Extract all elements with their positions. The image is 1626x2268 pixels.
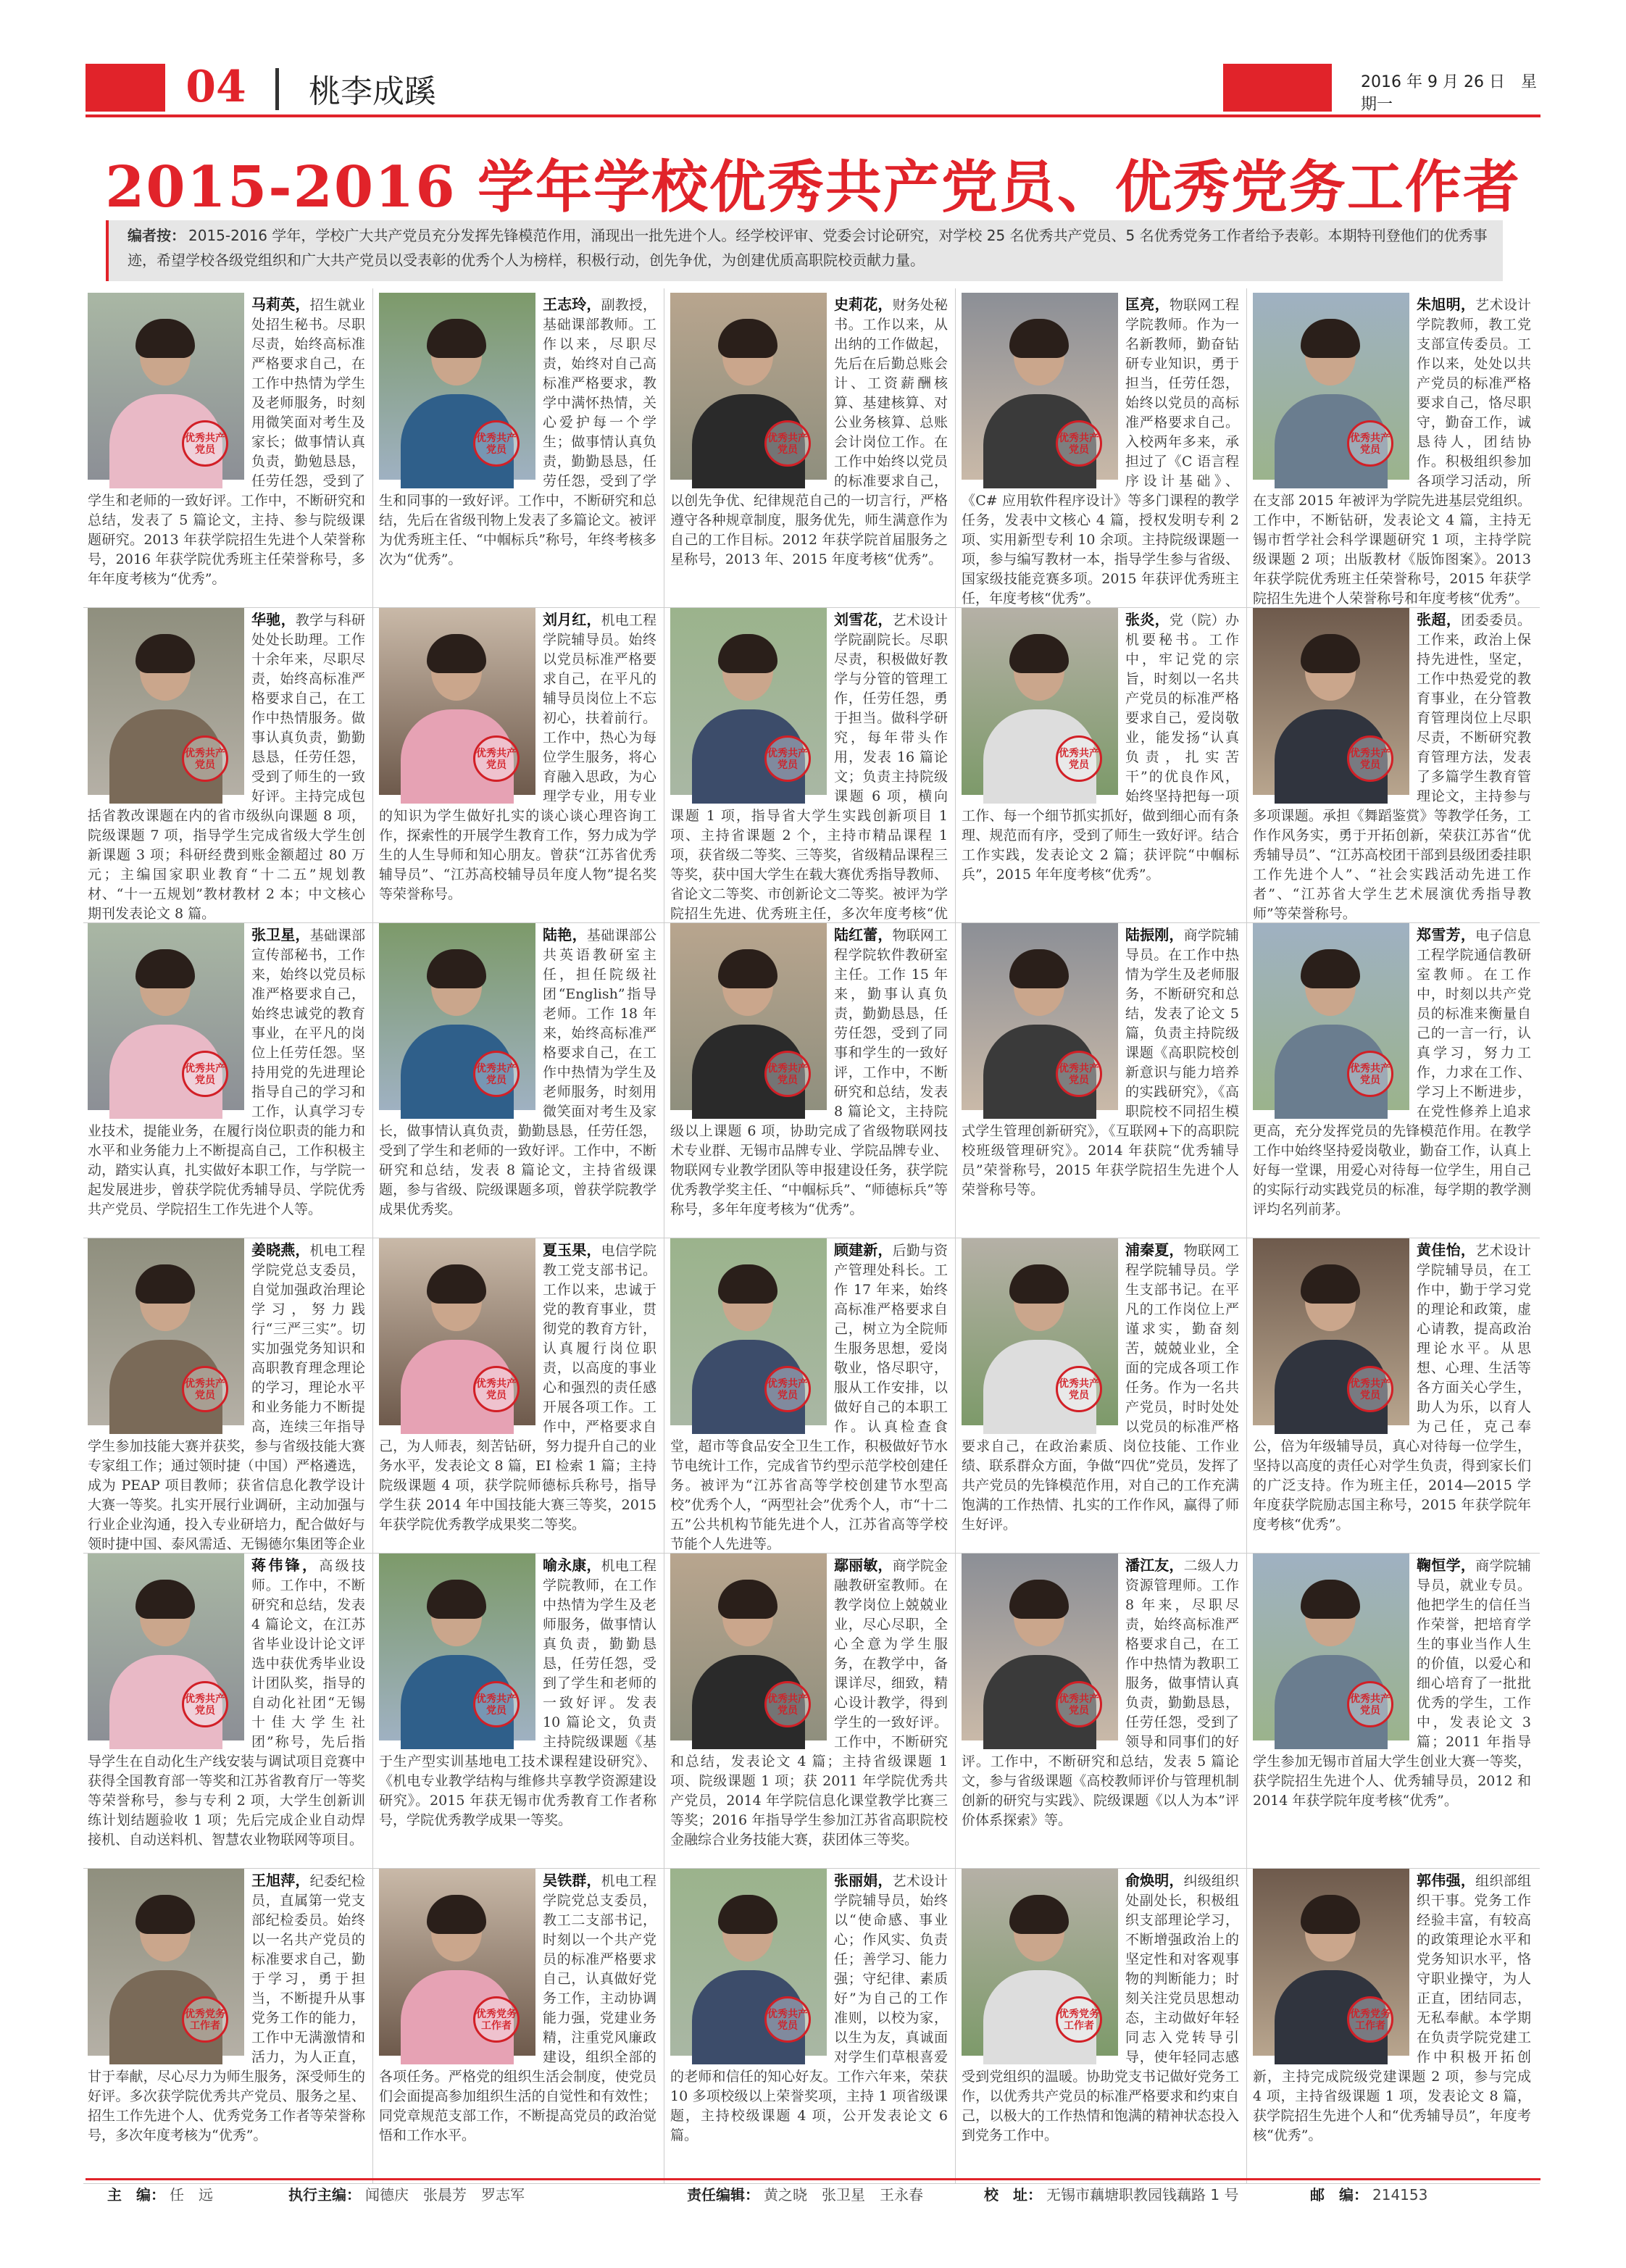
honoree-row <box>83 1234 1540 1554</box>
honoree-row <box>83 604 1540 923</box>
award-stamp: 优秀共产党员 <box>473 1366 520 1412</box>
honoree-name: 刘月红 <box>543 611 587 628</box>
award-stamp: 优秀党务工作者 <box>182 1996 228 2043</box>
honoree-bio-text: 后勤与资产管理处科长。工作 17 年来，始终高标准严格要求自己，树立为全院师生服务思想，爱岗敬业，恪尽职守，服从工作安排，以做好自己的本职工作。认真检查食堂，超市等食品安全卫生工作，积极做好节水节电统计工作，完成省节约型示范学校创建任务。被评为“江苏省高等学校创建节水型高校”优秀个人，“两型社会”优秀个人，市“十二五”公共机构节能先进个人，江苏省高等学校节能个人先进等。 <box>670 1243 948 1552</box>
header-divider <box>275 68 279 110</box>
honoree-bio: 张炎，党（院）办机要秘书。工作中，牢记党的宗旨，时刻以一名共产党员的标准严格要求自己，爱岗敬业，能发扬“认真负责，扎实苦干”的优良作风，始终坚持把每一项工作、每一个细节抓实抓好，做到细心而有条理、规范而有序，受到了师生一致好评。结合工作实践，发表论文 2 篇；获评院“中帼标兵”，2015 年年度考核“优秀”。 <box>962 611 1240 883</box>
portrait-photo <box>962 1869 1118 2056</box>
editor-note-label: 编者按： <box>128 227 185 244</box>
honoree-bio-text: 机电工程学院辅导员。始终以党员标准严格要求自己，在平凡的辅导员岗位上不忘初心，扶着前行。工作中，热心为每位学生服务，将心育融入思政，为心理学专业，用专业的知识为学生做好扎实的谈心谈心理咨询工作，探索性的开展学生教育工作，努力成为学生的人生导师和知心朋友。曾获“江苏省优秀辅导员”、“江苏高校辅导员年度人物”提名奖等荣誉称号。 <box>379 612 656 902</box>
honoree-card <box>375 1234 664 1553</box>
honoree-bio: 张超，团委委员。工作来，政治上保持先进性，坚定，工作中热爱党的教育事业，在分管教育管理岗位上尽职尽责，不断研究教育管理方法，发表了多篇学生教育管理论文，主持参与多项课题。承担《舞蹈鉴赏》等教学任务，工作作风务实，勇于开拓创新，荣获江苏省“优秀辅导员”、“江苏高校团干部到县级团委挂职工作先进个人”、“社会实践活动先进工作者”、“江苏省大学生艺术展演优秀指导教师”等荣誉称号。 <box>1253 611 1532 922</box>
issue-date: 2016 年 9 月 26 日 星期一 <box>1361 73 1537 114</box>
honoree-bio-text: 教学与科研处处长助理。工作十余年来，尽职尽责，始终高标准严格要求自己，在工作中热情服务。做事认真负责，勤勤恳恳，任劳任怨，受到了师生的一致好评。主持完成包括省教改课题在内的省市级纵向课题 8 项，院级课题 7 项，指导学生完成省级大学生创新课题 3 项；科研经费到账金额超过 80 万元；主编国家职业教育“十二五”规划教材、“十一五规划”教材教材 2 本；中文核心期刊发表论文 8 篇。 <box>88 612 366 922</box>
honoree-bio: 陆红蕾，物联网工程学院软件教研室主任。工作 15 年来，勤事认真负责，勤勤恳恳，任劳任怨，受到了同事和学生的一致好评，工作中，不断研究和总结，发表 8 篇论文，主持院级以上课题 6 项，协助完成了省级物联网技术专业群、无锡市品牌专业、学院品牌专业、物联网专业教学团队等申报建设任务，获学院优秀教学奖主任、“中帼标兵”、“师德标兵”等称号，多年年度考核为“优秀”。 <box>670 926 948 1217</box>
honoree-card <box>83 1234 373 1553</box>
honoree-name: 俞焕明 <box>1125 1872 1170 1889</box>
honoree-bio-text: 商学院金融教研室教师。在教学岗位上兢兢业业，尽心尽职，全心全意为学生服务，在教学中，备课详尽，细致，精心设计教学，得到学生的一致好评。工作中，不断研究和总结，发表论文 4 篇；主持省级课题 1 项、院级课题 1 项；获 2011 年学院优秀共产党员，2014 年学院信息化课堂教学比赛三等奖；2016 年指导学生参加江苏省高职院校金融综合业务技能大赛，获团体三等奖。 <box>670 1558 948 1848</box>
portrait-photo <box>1253 293 1409 480</box>
honoree-bio-text: 基础课部宣传部秘书，工作来，始终以党员标准严格要求自己，始终忠诚党的教育事业，在平凡的岗位上任劳任怨。坚持用党的先进理论指导自己的学习和工作，认真学习专业技术，提能业务，在履行岗位职责的能力和水平和业务能力上不断提高自己，工作积极主动，踏实认真，扎实做好本职工作，与学院一起发展进步，曾获学院优秀辅导员、学院优秀共产党员、学院招生工作先进个人等。 <box>88 927 365 1217</box>
honoree-card <box>1248 1864 1538 2183</box>
honoree-card <box>83 288 373 607</box>
honoree-bio-text: 商学院辅导员，就业专员。他把学生的信任当作荣誉，把培育学生的事业当作人生的价值，以爱心和细心培育了一批批优秀的学生，工作中，发表论文 3 篇；2011 年指导学生参加无锡市首届大学生创业大赛一等奖，获学院招生先进个人、优秀辅导员，2012 和 2014 年获学院年度考核“优秀”。 <box>1253 1558 1532 1809</box>
portrait-photo <box>1253 923 1409 1110</box>
honoree-card <box>83 1549 373 1868</box>
honoree-name: 华驰 <box>251 611 281 628</box>
honoree-card <box>666 1234 956 1553</box>
page-title: 2015-2016 学年学校优秀共产党员、优秀党务工作者 <box>105 154 1521 220</box>
masthead-footer <box>86 2178 1540 2209</box>
honoree-name: 张卫星 <box>251 926 296 943</box>
honoree-card <box>375 919 664 1238</box>
honoree-bio: 潘江友，二级人力资源管理师。工作 8 年来，尽职尽责，始终高标准严格要求自己，在工作中热情为教职工服务，做事情认真负责，勤勤恳恳，任劳任怨，受到了领导和同事们的好评。工作中，不断研究和总结，发表 5 篇论文，参与省级课题《高校教师评价与管理机制创新的研究与实践》、院级课题《以人为本”评价体系探索》等。 <box>962 1556 1239 1828</box>
portrait-photo <box>1253 1869 1409 2056</box>
award-stamp: 优秀共产党员 <box>1347 1681 1393 1727</box>
honoree-bio: 陆艳，基础课部公共英语教研室主任，担任院级社团“English”指导老师。工作 18 年来，始终高标准严格要求自己，在工作中热情为学生及老师服务，时刻用微笑面对考生及家长，做事情认真负责，勤勤恳恳，任劳任怨，受到了学生和老师的一致好评。工作中，不断研究和总结，发表 8 篇论文，主持省级课题，参与省级、院级课题多项，曾获学院教学成果优秀奖。 <box>379 926 657 1217</box>
honoree-bio-text: 艺术设计学院辅导员，在工作中，勤于学习党的理论和政策，虚心请教，提高政治理论水平。从思想、心理、生活等各方面关心学生，助人为乐，以育人为己任，克己奉公，倍为年级辅导员，真心对待每一位学生，坚持以高度的责任心对学生负责，得到家长们的广泛支持。作为班主任，2014—2015 学年度获学院励志国主称号，2015 年获学院年度考核“优秀”。 <box>1253 1243 1532 1533</box>
page-number-box <box>86 64 264 112</box>
portrait-photo <box>379 923 535 1110</box>
honoree-bio-text: 党（院）办机要秘书。工作中，牢记党的宗旨，时刻以一名共产党员的标准严格要求自己，爱岗敬业，能发扬“认真负责，扎实苦干”的优良作风，始终坚持把每一项工作、每一个细节抓实抓好，做到细心而有条理、规范而有序，受到了师生一致好评。结合工作实践，发表论文 2 篇；获评院“中帼标兵”，2015 年年度考核“优秀”。 <box>962 612 1240 883</box>
honoree-name: 姜晓燕 <box>251 1241 296 1259</box>
honoree-bio: 匡亮，物联网工程学院教师。作为一名新教师，勤奋钻研专业知识，勇于担当，任劳任怨，始终以党员的高标准严格要求自己。入校两年多来，承担过了《C 语言程序设计基础》、《C# 应用软件程序设计》等多门课程的教学任务，发表中文核心 4 篇，授权发明专利 2 项、实用新型专利 10 余项。主持院级课题一项，参与编写教材一本，指导学生参与省级、国家级技能竞赛多项。2015 年获评优秀班主任，年度考核“优秀”。 <box>962 296 1240 606</box>
editor-note-text: 2015-2016 学年，学校广大共产党员充分发挥先锋模范作用，涌现出一批先进个人。经学校评审、党委会讨论研究，对学校 25 名优秀共产党员、5 名优秀党务工作者给予表彰。本期特刊登他们的优秀事迹，希望学校各级党组织和广大共产党员以受表彰的优秀个人为榜样，积极行动，创先争优，为创建优质高职院校贡献力量。 <box>128 227 1488 269</box>
honoree-name: 潘江友 <box>1125 1556 1170 1574</box>
portrait-photo <box>670 923 827 1110</box>
award-stamp: 优秀共产党员 <box>764 1366 811 1412</box>
honoree-name: 王志玲 <box>543 296 587 313</box>
honoree-bio-text: 基础课部公共英语教研室主任，担任院级社团“English”指导老师。工作 18 年来，始终高标准严格要求自己，在工作中热情为学生及老师服务，时刻用微笑面对考生及家长，做事情认真负责，勤勤恳恳，任劳任怨，受到了学生和老师的一致好评。工作中，不断研究和总结，发表 8 篇论文，主持省级课题，参与省级、院级课题多项，曾获学院教学成果优秀奖。 <box>379 927 657 1217</box>
section-title: 桃李成蹊 <box>309 73 436 110</box>
honoree-card <box>666 919 956 1238</box>
honoree-bio-text: 物联网工程学院教师。作为一名新教师，勤奋钻研专业知识，勇于担当，任劳任怨，始终以党员的高标准严格要求自己。入校两年多来，承担过了《C 语言程序设计基础》、《C# 应用软件程序设计》等多门课程的教学任务，发表中文核心 4 篇，授权发明专利 2 项、实用新型专利 10 余项。主持院级课题一项，参与编写教材一本，指导学生参与省级、国家级技能竞赛多项。2015 年获评优秀班主任，年度考核“优秀”。 <box>962 297 1240 606</box>
portrait-photo <box>962 923 1118 1110</box>
honoree-row <box>83 1864 1540 2184</box>
honoree-bio-text: 机电工程学院党总支委员，教工二支部书记，时刻以一个共产党员的标准严格要求自己，认真做好党务工作，主动协调能力强，党建业务精，注重党风廉政建设，组织全部的各项任务。严格党的组织生活会制度，使党员们会面提高参加组织生活的自觉性和有效性；同党章规范支部工作，不断提高党员的政治觉悟和工作水平。 <box>379 1873 656 2143</box>
portrait-photo <box>379 1554 535 1740</box>
honoree-card <box>957 1864 1247 2183</box>
award-stamp: 优秀共产党员 <box>473 1051 520 1097</box>
honoree-bio: 喻永康，机电工程学院教师，在工作中热情为学生及老师服务，做事情认真负责，勤勤恳恳，任劳任怨，受到了学生和老师的一致好评。发表 10 篇论文，负责主持院级课题《基于生产型实训基地电工技术课程建设研究》、《机电专业教学结构与维修共享教学资源建设研究》。2015 年获无锡市优秀教育工作者称号，学院优秀教学成果一等奖。 <box>379 1556 656 1828</box>
header-rule <box>86 114 1540 117</box>
honoree-name: 鞠恒学 <box>1417 1556 1461 1574</box>
portrait-photo <box>670 1238 827 1425</box>
award-stamp: 优秀共产党员 <box>182 1051 228 1097</box>
honoree-bio: 黄佳怡，艺术设计学院辅导员，在工作中，勤于学习党的理论和政策，虚心请教，提高政治理论水平。从思想、心理、生活等各方面关心学生，助人为乐，以育人为己任，克己奉公，倍为年级辅导员，真心对待每一位学生，坚持以高度的责任心对学生负责，得到家长们的广泛支持。作为班主任，2014—2015 学年度获学院励志国主称号，2015 年获学院年度考核“优秀”。 <box>1253 1241 1532 1533</box>
honoree-bio-text: 物联网工程学院辅导员。学生支部书记。在平凡的工作岗位上严谨求实，勤奋刻苦，兢兢业业，全面的完成各项工作任务。作为一名共产党员，时时处处以党员的标准严格要求自己，在政治素质、岗位技能、工作业绩、联系群众方面，争做“四优”党员，发挥了共产党员的先锋模范作用，对自己的工作充满饱满的工作热情、扎实的工作作风，赢得了师生好评。 <box>962 1243 1239 1533</box>
honoree-bio-text: 艺术设计学院辅导员，始终以“使命感、事业心；作风实、负责任；善学习、能力强；守纪律、素质好”为自己的工作准则，以校为家，以生为友，真诚面对学生们草根喜爱的老师和信任的知心好友。工作六年来，荣获 10 多项校级以上荣誉奖项，主持 1 项省级课题，主持校级课题 4 项，公开发表论文 6 篇。 <box>670 1873 948 2143</box>
honoree-name: 顾建新 <box>834 1241 878 1259</box>
honoree-name: 匡亮 <box>1125 296 1155 313</box>
honoree-bio: 朱旭明，艺术设计学院教师，教工党支部宣传委员。工作以来，处处以共产党员的标准严格要求自己，恪尽职守，勤奋工作，诚恳待人，团结协作。积极组织参加各项学习活动，所在支部 2015 年被评为学院先进基层党组织。工作中，不断钻研，发表论文 4 篇，主持无锡市哲学社会科学课题研究 1 项，主持学院级课题 2 项；出版教材《版饰图案》。2013 年获学院优秀班主任荣誉称号，2015 年获学院招生先进个人荣誉称号和年度考核“优秀”。 <box>1253 296 1532 606</box>
honoree-name: 浦秦夏 <box>1125 1241 1170 1259</box>
honoree-name: 郭伟强 <box>1417 1872 1461 1889</box>
portrait-photo <box>88 923 244 1110</box>
honoree-bio-text: 机电工程学院党总支委员，自觉加强政治理论学习，努力践行“三严三实”。切实加强党务知识和高职教育理念理论的学习，理论水平和业务能力不断提高，连续三年指导学生参加技能大赛并获奖，参与省级技能大赛专家组工作；通过领时捷（中国）严格遴选，成为 PEAP 项目教师；获省信息化教学设计大赛一等奖。扎实开展行业调研，主动加强与行业企业沟通，投入专业研培力，配合做好与领时捷中国、泰风需适、无锡德尔集团等企业 <box>88 1243 365 1552</box>
honoree-card <box>1248 604 1538 922</box>
portrait-photo <box>1253 1238 1409 1425</box>
honoree-bio-text: 商学院辅导员。在工作中热情为学生及老师服务，不断研究和总结，发表了论文 5 篇，负责主持院级课题《高职院校创新意识与能力培养的实践研究》，《高职院校不同招生模式学生管理创新研究》，《互联网+下的高职院校班级管理研究》。2014 年获院“优秀辅导员”荣誉称号，2015 年获学院招生先进个人荣誉称号等。 <box>962 927 1239 1198</box>
page-header <box>86 64 1540 116</box>
header-red-block <box>1223 64 1332 112</box>
honoree-bio-text: 副教授，基础课部教师。工作以来，尽职尽责，始终对自己高标准严格要求，教学中满怀热情，关心爱护每一个学生；做事情认真负责，勤勤恳恳，任劳任怨，受到了学生和同事的一致好评。工作中，不断研究和总结，先后在省级刊物上发表了多篇论文。被评为优秀班主任、“中帼标兵”称号，年终考核多次为“优秀”。 <box>379 297 656 567</box>
portrait-photo <box>670 608 827 795</box>
award-stamp: 优秀共产党员 <box>764 1996 811 2043</box>
honoree-bio: 郑雪芳，电子信息工程学院通信教研室教师。在工作中，时刻以共产党员的标准来衡量自己的一言一行，认真学习，努力工作，力求在工作、学习上不断进步，在党性修养上追求更高，充分发挥党员的先锋模范作用。在教学工作中始终坚持爱岗敬业，勤奋工作，认真上好每一堂课，用爱心对待每一位学生，用自己的实际行动实践党员的标准，每学期的教学测评均名列前茅。 <box>1253 926 1532 1217</box>
honoree-name: 陆艳 <box>543 926 572 943</box>
portrait-photo <box>670 1869 827 2056</box>
honoree-card <box>666 604 956 922</box>
honoree-row <box>83 919 1540 1238</box>
portrait-photo <box>379 608 535 795</box>
honoree-bio-text: 电子信息工程学院通信教研室教师。在工作中，时刻以共产党员的标准来衡量自己的一言一行，认真学习，努力工作，力求在工作、学习上不断进步，在党性修养上追求更高，充分发挥党员的先锋模范作用。在教学工作中始终坚持爱岗敬业，勤奋工作，认真上好每一堂课，用爱心对待每一位学生，用自己的实际行动实践党员的标准，每学期的教学测评均名列前茅。 <box>1253 927 1532 1217</box>
award-stamp: 优秀共产党员 <box>1056 735 1102 782</box>
honoree-name: 蒋伟锋 <box>251 1556 302 1574</box>
editor-note <box>106 220 1503 281</box>
honoree-bio: 鞠恒学，商学院辅导员，就业专员。他把学生的信任当作荣誉，把培育学生的事业当作人生的价值，以爱心和细心培育了一批批优秀的学生，工作中，发表论文 3 篇；2011 年指导学生参加无锡市首届大学生创业大赛一等奖，获学院招生先进个人、优秀辅导员，2012 和 2014 年获学院年度考核“优秀”。 <box>1253 1556 1532 1809</box>
honoree-bio-text: 艺术设计学院教师，教工党支部宣传委员。工作以来，处处以共产党员的标准严格要求自己，恪尽职守，勤奋工作，诚恳待人，团结协作。积极组织参加各项学习活动，所在支部 2015 年被评为学院先进基层党组织。工作中，不断钻研，发表论文 4 篇，主持无锡市哲学社会科学课题研究 1 项，主持学院级课题 2 项；出版教材《版饰图案》。2013 年获学院优秀班主任荣誉称号，2015 年获学院招生先进个人荣誉称号和年度考核“优秀”。 <box>1253 297 1532 606</box>
portrait-photo <box>88 608 244 795</box>
honoree-name: 吴铁群 <box>543 1872 587 1889</box>
honoree-card <box>83 919 373 1238</box>
honoree-card <box>375 288 664 607</box>
honoree-bio: 姜晓燕，机电工程学院党总支委员，自觉加强政治理论学习，努力践行“三严三实”。切实加强党务知识和高职教育理念理论的学习，理论水平和业务能力不断提高，连续三年指导学生参加技能大赛并获奖，参与省级技能大赛专家组工作；通过领时捷（中国）严格遴选，成为 PEAP 项目教师；获省信息化教学设计大赛一等奖。扎实开展行业调研，主动加强与行业企业沟通，投入专业研培力，配合做好与领时捷中国、泰风需适、无锡德尔集团等企业 <box>88 1238 365 1574</box>
honoree-bio-text: 招生就业处招生秘书。尽职尽责，始终高标准严格要求自己，在工作中热情为学生及老师服务，时刻用微笑面对考生及家长；做事情认真负责，勤勉恳恳，任劳任怨，受到了学生和老师的一致好评。工作中，不断研究和总结，发表了 5 篇论文，主持、参与院级课题研究。2013 年获学院招生先进个人荣誉称号，2016 年获学院优秀班主任荣誉称号，多年年度考核为“优秀”。 <box>88 297 365 587</box>
honoree-name: 陆振刚 <box>1125 926 1170 943</box>
honoree-card <box>375 1549 664 1868</box>
honoree-bio: 马莉英，招生就业处招生秘书。尽职尽责，始终高标准严格要求自己，在工作中热情为学生及老师服务，时刻用微笑面对考生及家长；做事情认真负责，勤勉恳恳，任劳任怨，受到了学生和老师的一致好评。工作中，不断研究和总结，发表了 5 篇论文，主持、参与院级课题研究。2013 年获学院招生先进个人荣誉称号，2016 年获学院优秀班主任荣誉称号，多年年度考核为“优秀”。 <box>88 296 365 587</box>
honoree-name: 史莉花 <box>834 296 878 313</box>
portrait-photo <box>962 293 1118 480</box>
honoree-bio: 华驰，教学与科研处处长助理。工作十余年来，尽职尽责，始终高标准严格要求自己，在工作中热情服务。做事认真负责，勤勤恳恳，任劳任怨，受到了师生的一致好评。主持完成包括省教改课题在内的省市级纵向课题 8 项，院级课题 7 项，指导学生完成省级大学生创新课题 3 项；科研经费到账金额超过 80 万元；主编国家职业教育“十二五”规划教材、“十一五规划”教材教材 2 本；中文核心期刊发表论文 8 篇。 <box>88 611 366 922</box>
honoree-card <box>957 919 1247 1238</box>
award-stamp: 优秀共产党员 <box>764 1681 811 1727</box>
honoree-name: 夏玉果 <box>543 1241 587 1259</box>
portrait-photo <box>88 293 244 480</box>
portrait-photo <box>379 1869 535 2056</box>
honoree-bio: 王志玲，副教授，基础课部教师。工作以来，尽职尽责，始终对自己高标准严格要求，教学中满怀热情，关心爱护每一个学生；做事情认真负责，勤勤恳恳，任劳任怨，受到了学生和同事的一致好评。工作中，不断研究和总结，先后在省级刊物上发表了多篇论文。被评为优秀班主任、“中帼标兵”称号，年终考核多次为“优秀”。 <box>379 296 656 567</box>
honoree-bio-text: 纪委纪检员，直属第一党支部纪检委员。始终以一名共产党员的标准要求自己，勤于学习，勇于担当，不断提升从事党务工作的能力，工作中无满激情和活力，为人正直，甘于奉献，尽心尽力为师生服务，深受师生的好评。多次获学院优秀共产党员、服务之星、招生工作先进个人、优秀党务工作者等荣誉称号，多次年度考核为“优秀”。 <box>88 1873 365 2143</box>
honoree-name: 马莉英 <box>251 296 296 313</box>
portrait-photo <box>962 1554 1118 1740</box>
honoree-name: 朱旭明 <box>1417 296 1461 313</box>
award-stamp: 优秀共产党员 <box>764 420 811 467</box>
honoree-card <box>666 288 956 607</box>
honoree-name: 王旭萍 <box>251 1872 296 1889</box>
honoree-bio: 陆振刚，商学院辅导员。在工作中热情为学生及老师服务，不断研究和总结，发表了论文 5 篇，负责主持院级课题《高职院校创新意识与能力培养的实践研究》，《高职院校不同招生模式学生管理创新研究》，《互联网+下的高职院校班级管理研究》。2014 年获院“优秀辅导员”荣誉称号，2015 年获学院招生先进个人荣誉称号等。 <box>962 926 1239 1198</box>
award-stamp: 优秀共产党员 <box>473 1681 520 1727</box>
award-stamp: 优秀共产党员 <box>473 420 520 467</box>
honoree-bio: 王旭萍，纪委纪检员，直属第一党支部纪检委员。始终以一名共产党员的标准要求自己，勤于学习，勇于担当，不断提升从事党务工作的能力，工作中无满激情和活力，为人正直，甘于奉献，尽心尽力为师生服务，深受师生的好评。多次获学院优秀共产党员、服务之星、招生工作先进个人、优秀党务工作者等荣誉称号，多次年度考核为“优秀”。 <box>88 1872 365 2143</box>
honoree-card <box>957 604 1247 922</box>
honoree-bio: 吴铁群，机电工程学院党总支委员，教工二支部书记，时刻以一个共产党员的标准严格要求自己，认真做好党务工作，主动协调能力强，党建业务精，注重党风廉政建设，组织全部的各项任务。严格党的组织生活会制度，使党员们会面提高参加组织生活的自觉性和有效性；同党章规范支部工作，不断提高党员的政治觉悟和工作水平。 <box>379 1872 656 2143</box>
honoree-bio: 史莉花，财务处秘书。工作以来，从出纳的工作做起，先后在后勤总账会计、工资薪酬核算、基建核算、对公业务核算、总账会计岗位工作。在工作中始终以党员的标准要求自己，以创先争优、纪律规范自己的一切言行，严格遵守各种规章制度，服务优先，师生满意作为自己的工作目标。2012 年获学院首届服务之星称号，2013 年、2015 年度考核“优秀”。 <box>670 296 948 567</box>
honoree-bio-text: 二级人力资源管理师。工作 8 年来，尽职尽责，始终高标准严格要求自己，在工作中热情为教职工服务，做事情认真负责，勤勤恳恳，任劳任怨，受到了领导和同事们的好评。工作中，不断研究和总结，发表 5 篇论文，参与省级课题《高校教师评价与管理机制创新的研究与实践》、院级课题《以人为本”评价体系探索》等。 <box>962 1558 1239 1828</box>
portrait-photo <box>379 1238 535 1425</box>
page-number: 04 <box>165 61 267 113</box>
portrait-photo <box>88 1238 244 1425</box>
honoree-grid <box>83 288 1540 2172</box>
award-stamp: 优秀共产党员 <box>1347 735 1393 782</box>
award-stamp: 优秀共产党员 <box>182 735 228 782</box>
portrait-photo <box>1253 608 1409 795</box>
honoree-card <box>83 1864 373 2183</box>
honoree-bio-text: 高级技师。工作中，不断研究和总结，发表 4 篇论文，在江苏省毕业设计论文评选中获优秀毕业设计团队奖，指导的自动化社团“无锡十佳大学生社团”称号，先后指导学生在自动化生产线安装与调试项目竞赛中获得全国教育部一等奖和江苏省教育厅一等奖等荣誉称号，参与专利 2 项，大学生创新训练计划结题验收 1 项；先后完成企业自动焊接机、自动送料机、智慧农业物联网等项目。 <box>88 1558 366 1848</box>
exec-editor: 执行主编： 闻德庆 张晨芳 罗志军 <box>288 2186 525 2204</box>
award-stamp: 优秀党务工作者 <box>1056 1996 1102 2043</box>
honoree-card <box>666 1864 956 2183</box>
honoree-card <box>375 604 664 922</box>
honoree-bio: 顾建新，后勤与资产管理处科长。工作 17 年来，始终高标准严格要求自己，树立为全院师生服务思想，爱岗敬业，恪尽职守，服从工作安排，以做好自己的本职工作。认真检查食堂，超市等食品安全卫生工作，积极做好节水节电统计工作，完成省节约型示范学校创建任务。被评为“江苏省高等学校创建节水型高校”优秀个人，“两型社会”优秀个人，市“十二五”公共机构节能先进个人，江苏省高等学校节能个人先进等。 <box>670 1241 948 1552</box>
honoree-name: 郑雪芳 <box>1417 926 1461 943</box>
honoree-name: 陆红蕾 <box>834 926 878 943</box>
honoree-bio: 张丽娟，艺术设计学院辅导员，始终以“使命感、事业心；作风实、负责任；善学习、能力强；守纪律、素质好”为自己的工作准则，以校为家，以生为友，真诚面对学生们草根喜爱的老师和信任的知心好友。工作六年来，荣获 10 多项校级以上荣誉奖项，主持 1 项省级课题，主持校级课题 4 项，公开发表论文 6 篇。 <box>670 1872 948 2143</box>
honoree-row <box>83 1549 1540 1869</box>
honoree-name: 张丽娟 <box>834 1872 878 1889</box>
honoree-row <box>83 288 1540 608</box>
honoree-name: 鄢丽敏 <box>834 1556 878 1574</box>
portrait-photo <box>379 293 535 480</box>
award-stamp: 优秀共产党员 <box>1056 1051 1102 1097</box>
portrait-photo <box>1253 1554 1409 1740</box>
award-stamp: 优秀共产党员 <box>1347 1366 1393 1412</box>
honoree-bio-text: 组织部组织干事。党务工作经验丰富，有较高的政策理论水平和党务知识水平，恪守职业操守，为人正直，团结同志，无私奉献。本学期在负责学院党建工作中积极开拓创新，主持完成院级党建课题 2 项，参与完成 4 项，主持省级课题 1 项，发表论文 8 篇，获学院招生先进个人和“优秀辅导员”，年度考核“优秀”。 <box>1253 1873 1532 2143</box>
honoree-bio: 鄢丽敏，商学院金融教研室教师。在教学岗位上兢兢业业，尽心尽职，全心全意为学生服务，在教学中，备课详尽，细致，精心设计教学，得到学生的一致好评。工作中，不断研究和总结，发表论文 4 篇；主持省级课题 1 项、院级课题 1 项；获 2011 年学院优秀共产党员，2014 年学院信息化课堂教学比赛三等奖；2016 年指导学生参加江苏省高职院校金融综合业务技能大赛，获团体三等奖。 <box>670 1556 948 1848</box>
honoree-name: 黄佳怡 <box>1417 1241 1461 1259</box>
award-stamp: 优秀共产党员 <box>1347 420 1393 467</box>
award-stamp: 优秀共产党员 <box>182 1366 228 1412</box>
honoree-bio: 浦秦夏，物联网工程学院辅导员。学生支部书记。在平凡的工作岗位上严谨求实，勤奋刻苦，兢兢业业，全面的完成各项工作任务。作为一名共产党员，时时处处以党员的标准严格要求自己，在政治素质、岗位技能、工作业绩、联系群众方面，争做“四优”党员，发挥了共产党员的先锋模范作用，对自己的工作充满饱满的工作热情、扎实的工作作风，赢得了师生好评。 <box>962 1241 1239 1533</box>
award-stamp: 优秀共产党员 <box>764 735 811 782</box>
honoree-name: 张炎 <box>1125 611 1155 628</box>
award-stamp: 优秀共产党员 <box>1056 1681 1102 1727</box>
portrait-photo <box>962 1238 1118 1425</box>
honoree-bio: 刘雪花，艺术设计学院副院长。尽职尽责，积极做好教学与分管的管理工作，任劳任怨，勇于担当。做科学研究，每年带头作用，发表 16 篇论文；负责主持院级课题 6 项，横向课题 1 项，指导省大学生实践创新项目 1 项、主持省课题 2 个，主持市精品课程 1 项，获省级二等奖、三等奖，省级精品课程三等奖，获中国大学生在载大赛优秀指导教师、省论文二等奖、市创新论文二等奖。被评为学院招生先进、优秀班主任，多次年度考核“优 <box>670 608 948 943</box>
honoree-bio-text: 团委委员。工作来，政治上保持先进性，坚定，工作中热爱党的教育事业，在分管教育管理岗位上尽职尽责，不断研究教育管理方法，发表了多篇学生教育管理论文，主持参与多项课题。承担《舞蹈鉴赏》等教学任务，工作作风务实，勇于开拓创新，荣获江苏省“优秀辅导员”、“江苏高校团干部到县级团委挂职工作先进个人”、“社会实践活动先进工作者”、“江苏省大学生艺术展演优秀指导教师”等荣誉称号。 <box>1253 612 1532 922</box>
honoree-bio: 蒋伟锋，高级技师。工作中，不断研究和总结，发表 4 篇论文，在江苏省毕业设计论文评选中获优秀毕业设计团队奖，指导的自动化社团“无锡十佳大学生社团”称号，先后指导学生在自动化生产线安装与调试项目竞赛中获得全国教育部一等奖和江苏省教育厅一等奖等荣誉称号，参与专利 2 项，大学生创新训练计划结题验收 1 项；先后完成企业自动焊接机、自动送料机、智慧农业物联网等项目。 <box>88 1556 366 1848</box>
honoree-bio: 俞焕明，纠级组织处副处长，积极组织支部理论学习，不断增强政治上的坚定性和对客观事物的判断能力；时刻关注党员思想动态，主动做好年轻同志入党转导引导，使年轻同志感受到党组织的温暖。协助党支书记做好党务工作，以优秀共产党员的标准严格要求和约束自己，以极大的工作热情和饱满的精神状态投入到党务工作中。 <box>962 1872 1239 2143</box>
honoree-bio-text: 物联网工程学院软件教研室主任。工作 15 年来，勤事认真负责，勤勤恳恳，任劳任怨，受到了同事和学生的一致好评，工作中，不断研究和总结，发表 8 篇论文，主持院级以上课题 6 项，协助完成了省级物联网技术专业群、无锡市品牌专业、学院品牌专业、物联网专业教学团队等申报建设任务，获学院优秀教学奖主任、“中帼标兵”、“师德标兵”等称号，多年年度考核为“优秀”。 <box>670 927 948 1217</box>
honoree-bio-text: 电信学院教工党支部书记。工作以来，忠诚于党的教育事业，贯彻党的教育方针，认真履行岗位职责，以高度的事业心和强烈的责任感开展各项工作。工作中，严格要求自己，为人师表，刻苦钻研，努力提升自己的业务水平，发表论文 8 篇，EI 检索 1 篇；主持院级课题 4 项，获学院师德标兵称号，指导学生获 2014 年中国技能大赛三等奖，2015 年获学院优秀教学成果奖二等奖。 <box>379 1243 656 1533</box>
portrait-photo <box>88 1554 244 1740</box>
honoree-card <box>375 1864 664 2183</box>
award-stamp: 优秀共产党员 <box>182 420 228 467</box>
award-stamp: 优秀党务工作者 <box>473 1996 520 2043</box>
award-stamp: 优秀共产党员 <box>473 735 520 782</box>
honoree-card <box>1248 288 1538 607</box>
school-address: 校 址： 无锡市藕塘职教园钱藕路 1 号 <box>984 2186 1239 2204</box>
honoree-name: 喻永康 <box>543 1556 587 1574</box>
honoree-bio: 张卫星，基础课部宣传部秘书，工作来，始终以党员标准严格要求自己，始终忠诚党的教育事业，在平凡的岗位上任劳任怨。坚持用党的先进理论指导自己的学习和工作，认真学习专业技术，提能业务，在履行岗位职责的能力和水平和业务能力上不断提高自己，工作积极主动，踏实认真，扎实做好本职工作，与学院一起发展进步，曾获学院优秀辅导员、学院优秀共产党员、学院招生工作先进个人等。 <box>88 926 365 1217</box>
honoree-bio: 郭伟强，组织部组织干事。党务工作经验丰富，有较高的政策理论水平和党务知识水平，恪守职业操守，为人正直，团结同志，无私奉献。本学期在负责学院党建工作中积极开拓创新，主持完成院级党建课题 2 项，参与完成 4 项，主持省级课题 1 项，发表论文 8 篇，获学院招生先进个人和“优秀辅导员”，年度考核“优秀”。 <box>1253 1872 1532 2143</box>
honoree-bio-text: 机电工程学院教师，在工作中热情为学生及老师服务，做事情认真负责，勤勤恳恳，任劳任怨，受到了学生和老师的一致好评。发表 10 篇论文，负责主持院级课题《基于生产型实训基地电工技术课程建设研究》、《机电专业教学结构与维修共享教学资源建设研究》。2015 年获无锡市优秀教育工作者称号，学院优秀教学成果一等奖。 <box>379 1558 656 1828</box>
honoree-bio: 刘月红，机电工程学院辅导员。始终以党员标准严格要求自己，在平凡的辅导员岗位上不忘初心，扶着前行。工作中，热心为每位学生服务，将心育融入思政，为心理学专业，用专业的知识为学生做好扎实的谈心谈心理咨询工作，探索性的开展学生教育工作，努力成为学生的人生导师和知心朋友。曾获“江苏省优秀辅导员”、“江苏高校辅导员年度人物”提名奖等荣誉称号。 <box>379 611 656 902</box>
award-stamp: 优秀共产党员 <box>764 1051 811 1097</box>
honoree-card <box>1248 919 1538 1238</box>
honoree-bio-text: 财务处秘书。工作以来，从出纳的工作做起，先后在后勤总账会计、工资薪酬核算、基建核算、对公业务核算、总账会计岗位工作。在工作中始终以党员的标准要求自己，以创先争优、纪律规范自己的一切言行，严格遵守各种规章制度，服务优先，师生满意作为自己的工作目标。2012 年获学院首届服务之星称号，2013 年、2015 年度考核“优秀”。 <box>670 297 948 567</box>
portrait-photo <box>962 608 1118 795</box>
award-stamp: 优秀共产党员 <box>1347 1051 1393 1097</box>
honoree-card <box>957 288 1247 607</box>
honoree-card <box>1248 1234 1538 1553</box>
postal-code: 邮 编： 214153 <box>1310 2186 1428 2204</box>
chief-editor: 主 编： 任 远 <box>107 2186 213 2204</box>
honoree-card <box>83 604 373 922</box>
honoree-name: 刘雪花 <box>834 611 878 628</box>
honoree-card <box>1248 1549 1538 1868</box>
honoree-bio: 夏玉果，电信学院教工党支部书记。工作以来，忠诚于党的教育事业，贯彻党的教育方针，认真履行岗位职责，以高度的事业心和强烈的责任感开展各项工作。工作中，严格要求自己，为人师表，刻苦钻研，努力提升自己的业务水平，发表论文 8 篇，EI 检索 1 篇；主持院级课题 4 项，获学院师德标兵称号，指导学生获 2014 年中国技能大赛三等奖，2015 年获学院优秀教学成果奖二等奖。 <box>379 1241 656 1533</box>
honoree-card <box>957 1549 1247 1868</box>
portrait-photo <box>670 1554 827 1740</box>
award-stamp: 优秀共产党员 <box>1056 420 1102 467</box>
portrait-photo <box>88 1869 244 2056</box>
honoree-bio-text: 纠级组织处副处长，积极组织支部理论学习，不断增强政治上的坚定性和对客观事物的判断能力；时刻关注党员思想动态，主动做好年轻同志入党转导引导，使年轻同志感受到党组织的温暖。协助党支书记做好党务工作，以优秀共产党员的标准严格要求和约束自己，以极大的工作热情和饱满的精神状态投入到党务工作中。 <box>962 1873 1239 2143</box>
honoree-card <box>957 1234 1247 1553</box>
responsible-editor: 责任编辑： 黄之晓 张卫星 王永春 <box>687 2186 923 2204</box>
portrait-photo <box>670 293 827 480</box>
honoree-name: 张超 <box>1417 611 1446 628</box>
award-stamp: 优秀共产党员 <box>182 1681 228 1727</box>
honoree-card <box>666 1549 956 1868</box>
honoree-bio-text: 艺术设计学院副院长。尽职尽责，积极做好教学与分管的管理工作，任劳任怨，勇于担当。做科学研究，每年带头作用，发表 16 篇论文；负责主持院级课题 6 项，横向课题 1 项，指导省大学生实践创新项目 1 项、主持省课题 2 个，主持市精品课程 1 项，获省级二等奖、三等奖，省级精品课程三等奖，获中国大学生在载大赛优秀指导教师、省论文二等奖、市创新论文二等奖。被评为学院招生先进、优秀班主任，多次年度考核“优 <box>670 612 948 922</box>
award-stamp: 优秀党务工作者 <box>1347 1996 1393 2043</box>
award-stamp: 优秀共产党员 <box>1056 1366 1102 1412</box>
